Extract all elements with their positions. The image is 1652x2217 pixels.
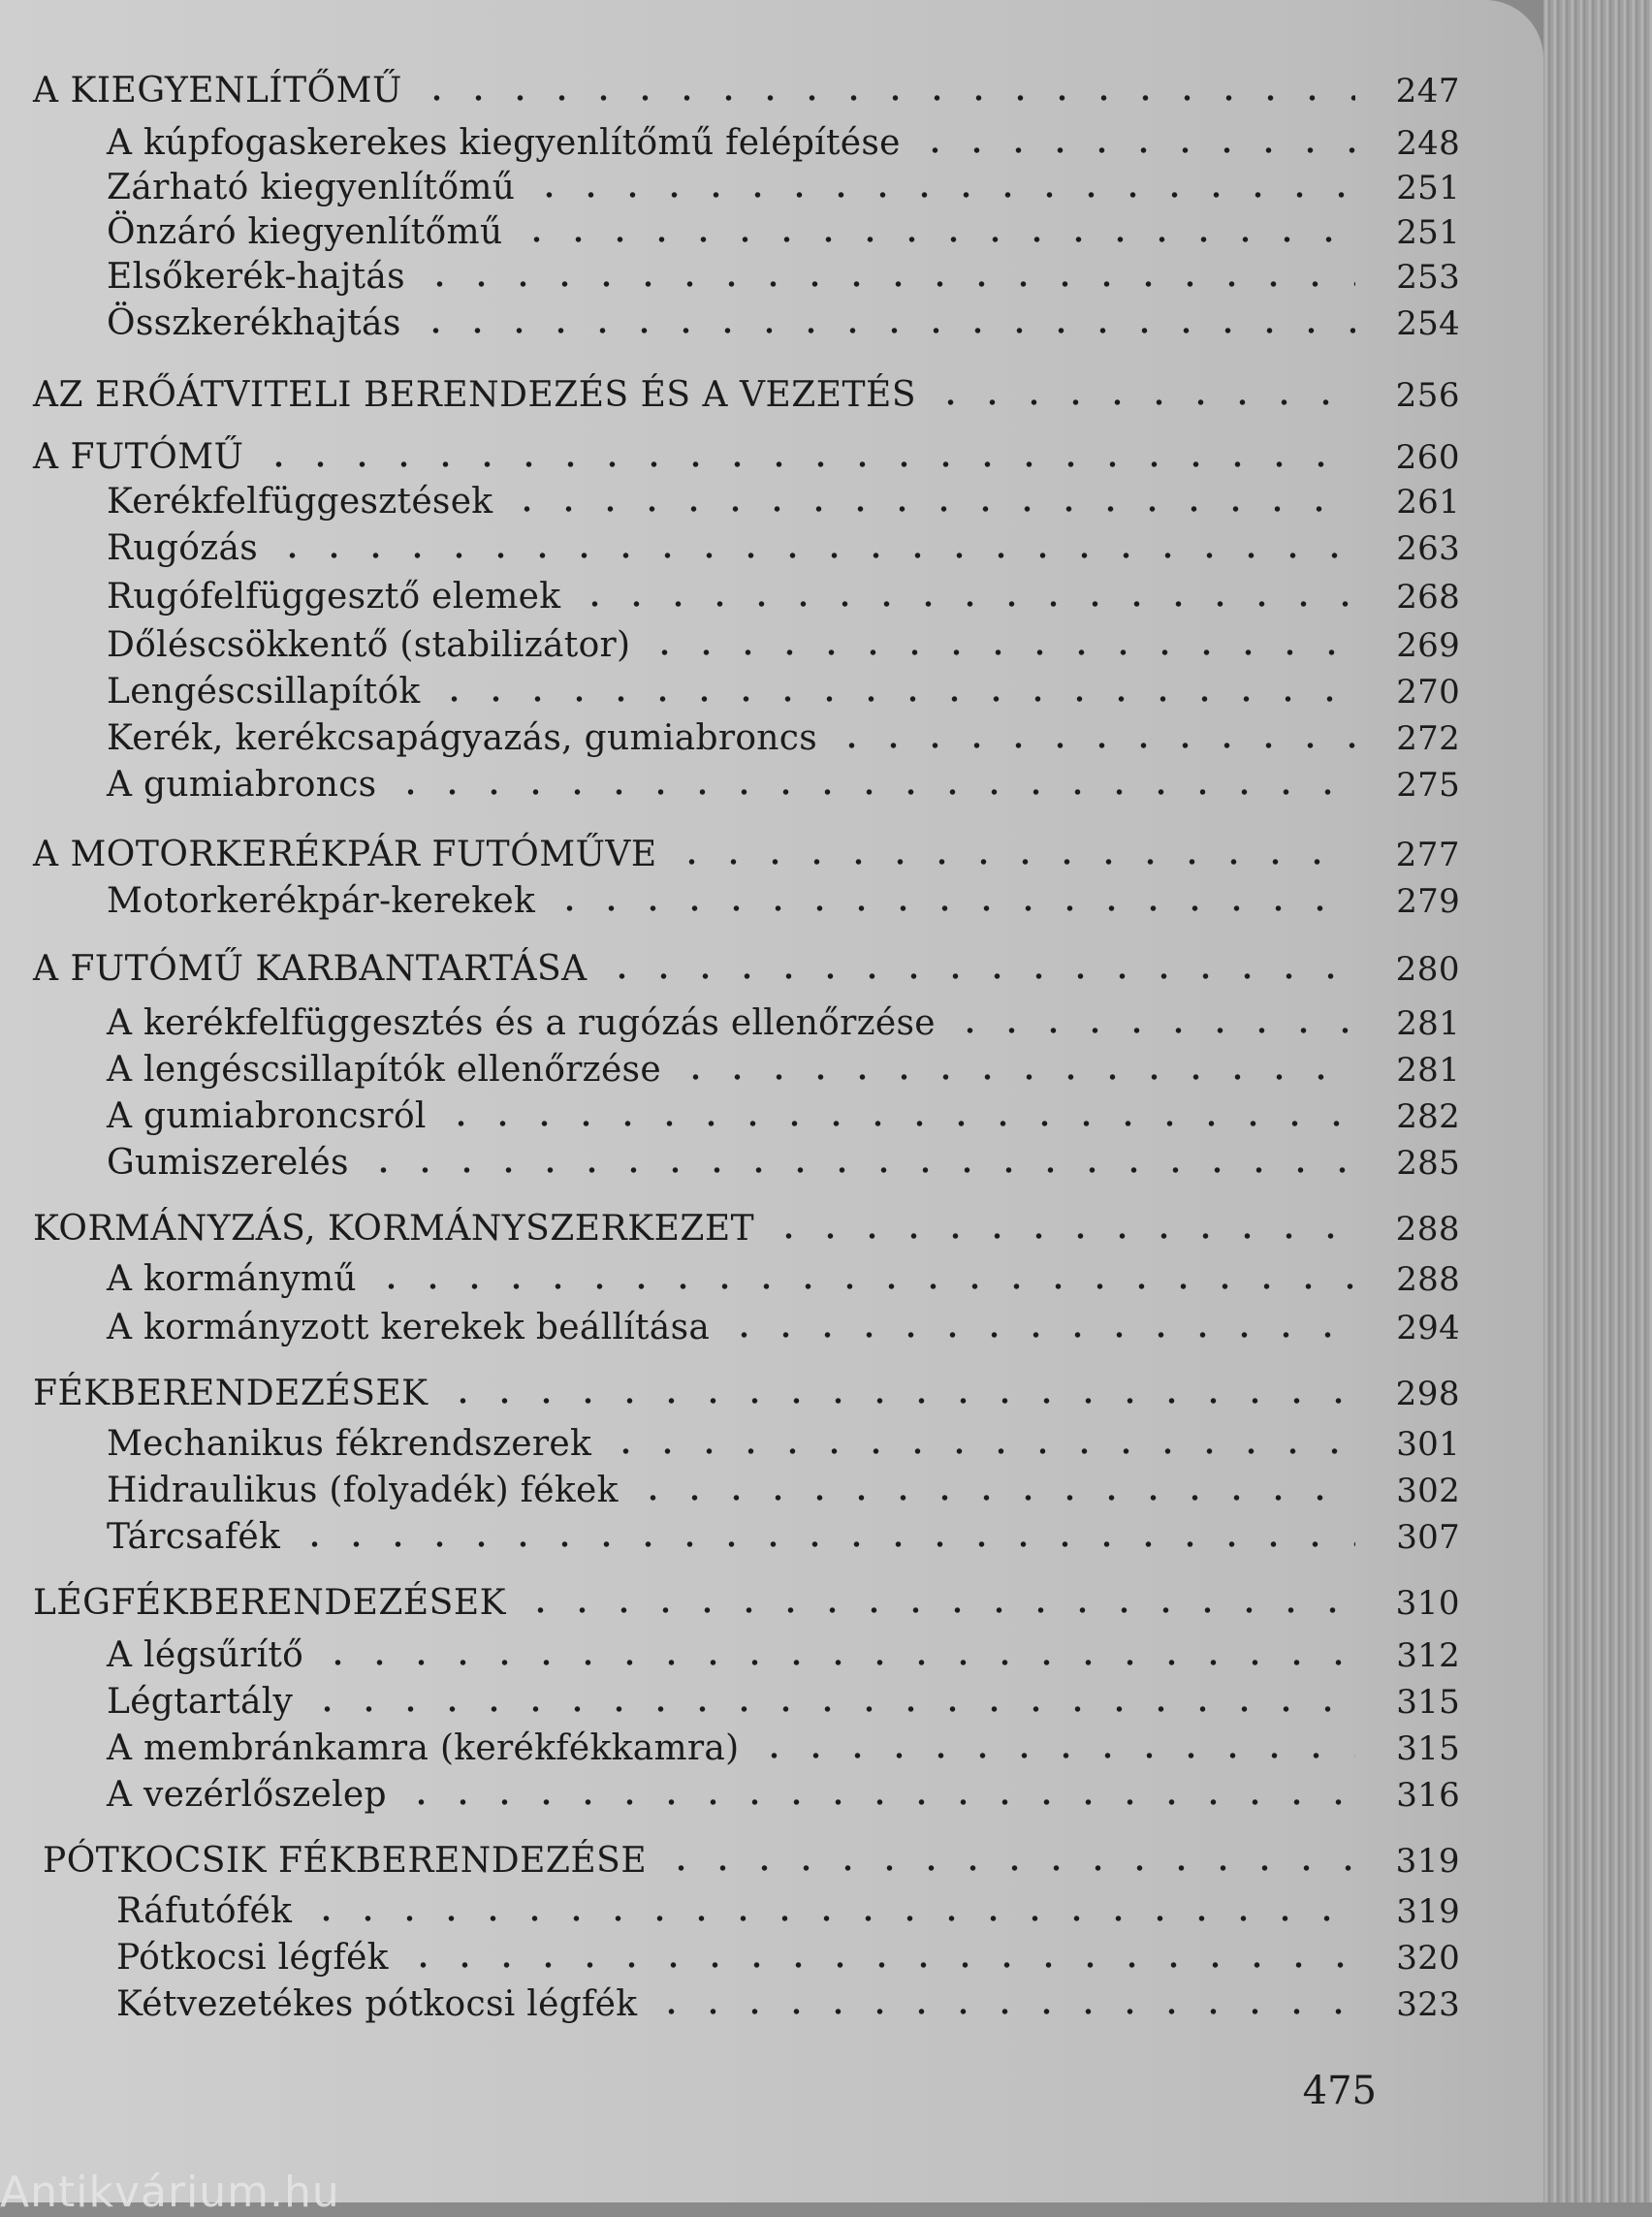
dot-leader xyxy=(675,1072,1355,1082)
toc-page-number: 288 xyxy=(1395,1210,1460,1249)
toc-title: Kerékfelfüggesztések xyxy=(107,482,493,522)
toc-entry xyxy=(107,1681,1460,1724)
toc-page-number: 253 xyxy=(1396,258,1460,297)
toc-title: FÉKBERENDEZÉSEK xyxy=(33,1374,429,1413)
toc-page-number: 301 xyxy=(1396,1425,1460,1464)
toc-page-number: 272 xyxy=(1396,719,1460,758)
toc-entry xyxy=(107,1634,1460,1677)
toc-entry xyxy=(33,436,1460,479)
toc-title: Rugófelfüggesztő elemek xyxy=(107,577,561,617)
toc-title: A membránkamra (kerékfékkamra) xyxy=(107,1728,740,1768)
toc-entry xyxy=(107,211,1460,254)
toc-title: A kúpfogaskerekes kiegyenlítőmű felépítése xyxy=(107,123,901,163)
toc-page-number: 312 xyxy=(1396,1636,1460,1675)
dot-leader xyxy=(415,326,1355,335)
dot-leader xyxy=(433,694,1355,704)
toc-title: Kerék, kerékcsapágyazás, gumiabroncs xyxy=(107,718,818,758)
toc-entry xyxy=(116,1983,1460,2026)
dot-leader xyxy=(440,1119,1355,1128)
dot-leader xyxy=(632,1493,1355,1503)
toc-entry xyxy=(107,1470,1460,1512)
dot-leader xyxy=(305,1914,1355,1923)
toc-entry xyxy=(107,1516,1460,1559)
dot-leader xyxy=(390,787,1355,797)
toc-page-number: 298 xyxy=(1395,1375,1460,1413)
dot-leader xyxy=(549,903,1355,913)
toc-page-number: 281 xyxy=(1396,1004,1460,1043)
toc-page-number: 261 xyxy=(1396,483,1460,522)
toc-title: A kormányzott kerekek beállítása xyxy=(107,1308,711,1347)
toc-title: A gumiabroncsról xyxy=(107,1096,427,1136)
toc-entry xyxy=(107,717,1460,760)
toc-title: Ráfutófék xyxy=(116,1891,293,1931)
toc-title: Önzáró kiegyenlítőmű xyxy=(107,212,503,252)
dot-leader xyxy=(651,2007,1355,2016)
toc-page-number: 254 xyxy=(1396,304,1460,343)
toc-title: A FUTÓMŰ xyxy=(33,437,244,477)
toc-entry xyxy=(107,1142,1460,1185)
toc-entry xyxy=(107,481,1460,523)
toc-entry xyxy=(107,1307,1460,1349)
toc-title: AZ ERŐÁTVITELI BERENDEZÉS ÉS A VEZETÉS xyxy=(33,375,916,415)
toc-title: Elsőkerék-hajtás xyxy=(107,257,405,297)
toc-page-number: 315 xyxy=(1396,1683,1460,1722)
dot-leader xyxy=(271,551,1355,560)
page-edge xyxy=(1543,0,1652,2202)
toc-title: A légsűrítő xyxy=(107,1635,304,1675)
toc-page-number: 256 xyxy=(1395,376,1460,415)
dot-leader xyxy=(914,145,1355,155)
toc-page-number: 280 xyxy=(1395,950,1460,989)
dot-leader xyxy=(574,599,1355,609)
dot-leader xyxy=(768,1231,1355,1241)
toc-title: Zárható kiegyenlítőmű xyxy=(107,168,516,207)
dot-leader xyxy=(520,1605,1355,1615)
dot-leader xyxy=(363,1165,1355,1175)
toc-entry xyxy=(107,122,1460,165)
toc-entry xyxy=(33,70,1460,112)
toc-title: Lengéscsillapítók xyxy=(107,672,421,712)
toc-title: Pótkocsi légfék xyxy=(116,1938,389,1978)
toc-entry xyxy=(107,880,1460,923)
toc-title: Tárcsafék xyxy=(107,1517,281,1557)
toc-page-number: 251 xyxy=(1396,169,1460,207)
toc-title: A gumiabroncs xyxy=(107,765,377,805)
toc-entry xyxy=(107,1423,1460,1466)
dot-leader xyxy=(370,1282,1355,1291)
toc-entry xyxy=(107,167,1460,209)
toc-page-number: 269 xyxy=(1396,626,1460,665)
toc-title: Motorkerékpár-kerekek xyxy=(107,881,536,921)
toc-entry xyxy=(116,1937,1460,1979)
dot-leader xyxy=(419,279,1355,289)
dot-leader xyxy=(949,1026,1355,1035)
toc-entry xyxy=(107,1095,1460,1138)
toc-page-number: 270 xyxy=(1396,673,1460,712)
toc-page-number: 288 xyxy=(1396,1260,1460,1299)
toc-title: A kormánymű xyxy=(107,1259,357,1299)
toc-title: Összkerékhajtás xyxy=(107,303,401,343)
dot-leader xyxy=(644,648,1355,657)
toc-page-number: 263 xyxy=(1396,529,1460,568)
toc-entry xyxy=(107,764,1460,807)
dot-leader xyxy=(258,459,1356,469)
toc-page-number: 281 xyxy=(1396,1051,1460,1090)
toc-page-number: 319 xyxy=(1396,1892,1460,1931)
toc-entry xyxy=(33,834,1460,876)
toc-entry xyxy=(107,1049,1460,1092)
toc-page-number: 285 xyxy=(1396,1144,1460,1183)
toc-page-number: 268 xyxy=(1396,578,1460,617)
toc-title: A MOTORKERÉKPÁR FUTÓMŰVE xyxy=(33,835,657,874)
dot-leader xyxy=(831,741,1355,750)
toc-title: KORMÁNYZÁS, KORMÁNYSZERKEZET xyxy=(33,1209,755,1249)
toc-title: A KIEGYENLÍTŐMŰ xyxy=(33,71,402,111)
toc-title: Gumiszerelés xyxy=(107,1143,349,1183)
toc-page-number: 316 xyxy=(1396,1776,1460,1815)
dot-leader xyxy=(605,1446,1355,1456)
dot-leader xyxy=(400,1797,1355,1807)
toc-entry xyxy=(107,302,1460,345)
toc-title: Rugózás xyxy=(107,528,259,568)
toc-entry xyxy=(116,1890,1460,1933)
toc-title: Légtartály xyxy=(107,1682,294,1722)
dot-leader xyxy=(601,971,1355,981)
toc-entry xyxy=(107,671,1460,713)
toc-page-number: 320 xyxy=(1396,1939,1460,1978)
toc-entry xyxy=(33,948,1460,991)
toc-entry xyxy=(107,1258,1460,1301)
toc-page-number: 251 xyxy=(1396,213,1460,252)
toc-title: A kerékfelfüggesztés és a rugózás ellenőrzése xyxy=(107,1003,936,1043)
toc-entry xyxy=(107,624,1460,667)
toc-page-number: 275 xyxy=(1396,766,1460,805)
dot-leader xyxy=(660,1863,1355,1873)
toc-title: Hidraulikus (folyadék) fékek xyxy=(107,1471,619,1510)
toc-page-number: 247 xyxy=(1395,72,1460,111)
toc-page-number: 307 xyxy=(1396,1518,1460,1557)
toc-title: Kétvezetékes pótkocsi légfék xyxy=(116,1984,638,2024)
dot-leader xyxy=(516,235,1355,244)
dot-leader xyxy=(753,1751,1355,1760)
toc-entry xyxy=(33,374,1460,417)
toc-entry xyxy=(33,1582,1460,1625)
toc-page-number: 282 xyxy=(1396,1097,1460,1136)
toc-title: A lengéscsillapítók ellenőrzése xyxy=(107,1050,661,1090)
dot-leader xyxy=(416,93,1355,103)
toc-page-number: 315 xyxy=(1396,1729,1460,1768)
toc-page-number: 277 xyxy=(1395,836,1460,874)
toc-entry xyxy=(107,527,1460,570)
toc-page-number: 260 xyxy=(1395,438,1460,477)
watermark: Antikvárium.hu xyxy=(0,2168,340,2217)
toc-title: Dőléscsökkentő (stabilizátor) xyxy=(107,625,631,665)
toc-page-number: 248 xyxy=(1396,124,1460,163)
toc-page-number: 310 xyxy=(1395,1584,1460,1623)
toc-title: A vezérlőszelep xyxy=(107,1775,387,1815)
toc-title: Mechanikus fékrendszerek xyxy=(107,1424,592,1464)
toc-page-number: 302 xyxy=(1396,1472,1460,1510)
dot-leader xyxy=(930,397,1355,407)
toc-entry xyxy=(33,1208,1460,1251)
page-number: 475 xyxy=(1302,2069,1377,2113)
dot-leader xyxy=(506,504,1355,514)
dot-leader xyxy=(306,1704,1355,1714)
toc-entry xyxy=(107,1002,1460,1045)
toc-entry xyxy=(107,1727,1460,1770)
dot-leader xyxy=(317,1658,1355,1667)
dot-leader xyxy=(294,1539,1355,1549)
toc-title: PÓTKOCSIK FÉKBERENDEZÉSE xyxy=(43,1841,648,1881)
dot-leader xyxy=(442,1396,1355,1406)
dot-leader xyxy=(671,857,1355,867)
dot-leader xyxy=(402,1960,1355,1970)
toc-entry xyxy=(107,1774,1460,1817)
toc-page-number: 279 xyxy=(1396,882,1460,921)
toc-page-number: 323 xyxy=(1396,1985,1460,2024)
toc-entry xyxy=(33,1373,1460,1415)
toc-entry xyxy=(107,256,1460,299)
dot-leader xyxy=(528,190,1355,200)
toc-entry xyxy=(107,576,1460,618)
toc-page-number: 294 xyxy=(1396,1309,1460,1347)
toc-title: LÉGFÉKBERENDEZÉSEK xyxy=(33,1583,506,1623)
dot-leader xyxy=(723,1330,1355,1340)
toc-title: A FUTÓMŰ KARBANTARTÁSA xyxy=(33,949,588,989)
toc-page-number: 319 xyxy=(1395,1842,1460,1881)
toc-entry xyxy=(43,1840,1460,1883)
